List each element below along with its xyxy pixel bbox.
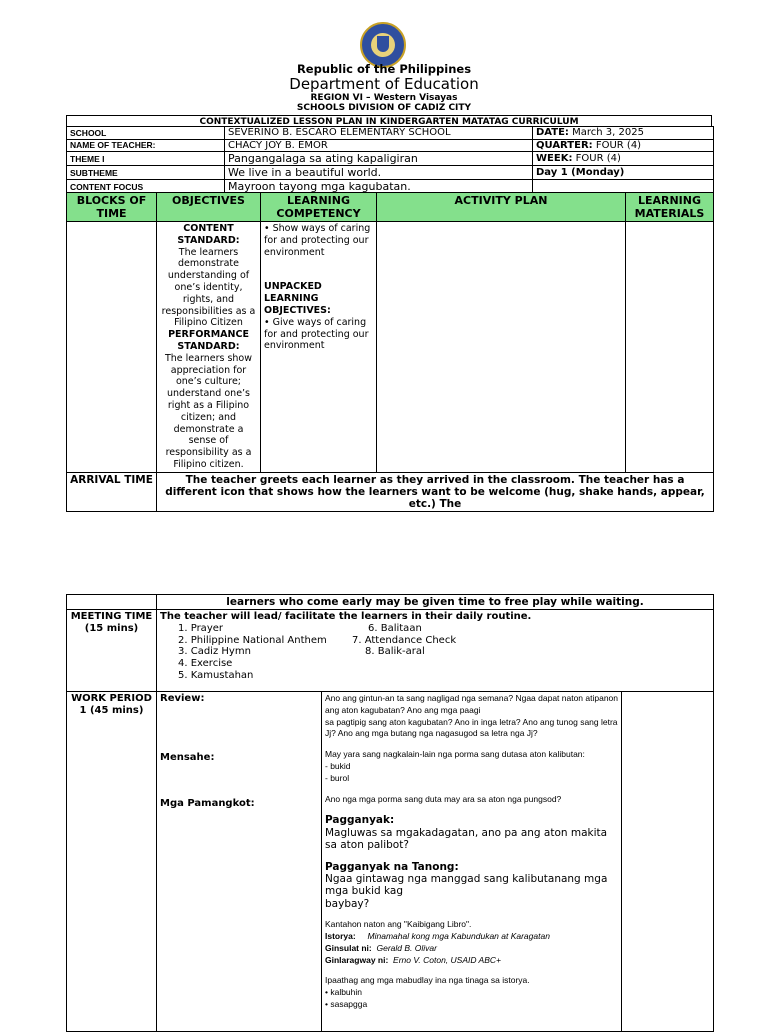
competency-item: • Show ways of caring for and protecting our environment [264, 223, 371, 258]
activity-plan-cell [377, 222, 626, 473]
routine-item: 3. Cadiz Hymn [178, 646, 251, 658]
mensahe-heading: Mensahe: [160, 751, 215, 763]
routine-item: 4. Exercise [178, 658, 233, 670]
subtheme-label: SUBTHEME [67, 166, 225, 180]
arrival-continued-row [67, 595, 714, 610]
story-label: Istorya: [325, 931, 356, 942]
pamangkot-text: Ano nga mga porma sang duta may ara sa aton nga pungsod? [325, 793, 562, 804]
illustrator-name: Erno V. Coton, USAID ABC+ [393, 954, 501, 965]
illustrator-line [325, 955, 618, 967]
seal-shield-icon [377, 36, 389, 52]
work-period-row [67, 692, 714, 1032]
date-label: DATE: [536, 127, 569, 139]
lesson-plan-title: CONTEXTUALIZED LESSON PLAN IN KINDERGARTEN MATATAG CURRICULUM [66, 115, 712, 127]
pagganyak-tanong-heading: Pagganyak na Tanong: [325, 860, 459, 873]
lesson-table-continued [66, 594, 714, 1032]
republic-heading: Republic of the Philippines [296, 62, 472, 76]
work-period-label: WORK PERIOD 1 (45 mins) [67, 692, 157, 1032]
routine-item: 6. Balitaan [368, 622, 422, 634]
date-value: March 3, 2025 [572, 127, 644, 139]
pagganyak-tanong-line: baybay? [325, 897, 370, 910]
routine-item: 5. Kamustahan [178, 669, 254, 681]
performance-standard-heading: PERFORMANCE STANDARD: [168, 329, 249, 352]
story-line [325, 931, 618, 943]
school-label: SCHOOL [67, 127, 225, 140]
content-standard-heading: CONTENT STANDARD: [177, 223, 240, 246]
standards-row [67, 222, 714, 473]
review-question-2: sa pagtipig sang aton kagubatan? Ano in inga letra? Ano ang tunog sang letra Jj? Ano ang mga butang nga nagasugod sa letra nga Jj? [325, 716, 618, 739]
meeting-time-label: MEETING TIME (15 mins) [67, 610, 157, 692]
department-heading: Department of Education [289, 75, 479, 93]
unpacked-objective-item: • Give ways of caring for and protecting our environment [264, 316, 369, 352]
routine-item: 8. Balik-aral [365, 646, 425, 658]
routine-list [160, 623, 710, 683]
work-period-materials [622, 692, 714, 1032]
content-standard-text: The learners demonstrate understanding of one’s identity, rights, and responsibilities as a Filipino Citizen [161, 246, 256, 329]
arrival-row [67, 472, 714, 511]
materials-cell [626, 222, 714, 473]
song-instruction: Kantahon naton ang "Kaibigang Libro". [325, 919, 472, 930]
division-heading: SCHOOLS DIVISION OF CADIZ CITY [296, 103, 472, 113]
review-heading: Review: [160, 693, 205, 704]
competency-cell [261, 222, 377, 473]
unpacked-objectives-heading: UNPACKED LEARNING OBJECTIVES: [264, 281, 331, 316]
region-heading: REGION VI – Western Visayas [310, 93, 458, 103]
date-cell [533, 127, 714, 140]
day-value: Day 1 (Monday) [533, 166, 714, 180]
info-row-teacher [67, 139, 714, 152]
routine-item: 7. Attendance Check [352, 634, 457, 646]
pagganyak-tanong-line: Ngaa gintawag nga manggad sang kalibutanang mga mga bukid kag [325, 873, 608, 898]
teacher-value: CHACY JOY B. EMOR [225, 139, 533, 152]
info-row-subtheme [67, 166, 714, 180]
illustrator-label: Ginlaragway ni: [325, 954, 389, 965]
author-line [325, 943, 618, 955]
teacher-label: NAME OF TEACHER: [67, 139, 225, 152]
focus-label: CONTENT FOCUS [67, 180, 225, 194]
arrival-continued-empty [67, 595, 157, 610]
mensahe-text: May yara sang nagkalain-lain nga porma sang dutasa aton kalibutan: [325, 749, 585, 760]
meeting-time-cell [157, 610, 714, 692]
quarter-cell [533, 139, 714, 152]
objectives-cell [157, 222, 261, 473]
week-value: FOUR (4) [575, 153, 621, 164]
week-cell [533, 152, 714, 166]
arrival-time-label: ARRIVAL TIME [67, 472, 157, 511]
info-row-school [67, 127, 714, 140]
author-label: Ginsulat ni: [325, 942, 372, 953]
routine-item: 1. Prayer [178, 622, 223, 634]
quarter-value: FOUR (4) [595, 139, 642, 151]
col-activity-plan: ACTIVITY PLAN [377, 193, 626, 222]
vocabulary-item: • sasapgga [325, 999, 368, 1009]
story-title: Minamahal kong mga Kabundukan at Karagatan [367, 931, 550, 942]
pagganyak-text: Magluwas sa mgakadagatan, ano pa ang aton makita sa aton palibot? [325, 826, 608, 852]
work-period-activity [322, 692, 622, 1032]
standards-time-cell [67, 222, 157, 473]
focus-value: Mayroon tayong mga kagubatan. [225, 180, 533, 194]
author-name: Gerald B. Olivar [376, 942, 437, 953]
lesson-table [66, 192, 714, 512]
school-value: SEVERINO B. ESCARO ELEMENTARY SCHOOL [225, 127, 533, 140]
col-blocks-of-time: BLOCKS OF TIME [67, 193, 157, 222]
col-learning-materials: LEARNING MATERIALS [626, 193, 714, 222]
review-question-1: Ano ang gintun-an ta sang nagligad nga semana? Ngaa dapat naton atipanon ang aton kagubatan? Ano ang mga paagi [325, 693, 619, 715]
col-learning-competency: LEARNING COMPETENCY [261, 193, 377, 222]
arrival-continued-text: learners who come early may be given time to free play while waiting. [157, 595, 714, 610]
theme-value: Pangangalaga sa ating kapaligiran [225, 152, 533, 166]
landform-item: - burol [325, 772, 350, 783]
performance-standard-text: The learners show appreciation for one’s culture; understand one’s right as a Filipino citizen; and demonstrate a sense of responsibility as a Filipino citizen. [164, 352, 253, 470]
vocabulary-instruction: Ipaathag ang mga mabudlay ina nga tinaga sa istorya. [325, 975, 530, 986]
info-table [66, 126, 714, 194]
week-label: WEEK: [536, 153, 573, 164]
meeting-row [67, 610, 714, 692]
subtheme-value: We live in a beautiful world. [225, 166, 533, 180]
meeting-intro: The teacher will lead/ facilitate the learners in their daily routine. [160, 611, 532, 622]
pagganyak-heading: Pagganyak: [325, 814, 395, 827]
routine-item: 2. Philippine National Anthem [178, 634, 327, 646]
landform-item: - bukid [325, 760, 351, 771]
pamangkot-heading: Mga Pamangkot: [160, 797, 255, 809]
theme-label: THEME I [67, 152, 225, 166]
col-objectives: OBJECTIVES [157, 193, 261, 222]
info-row-theme [67, 152, 714, 166]
work-period-sections [157, 692, 322, 1032]
column-header-row [67, 193, 714, 222]
vocabulary-item: • kalbuhin [325, 987, 363, 998]
quarter-label: QUARTER: [536, 139, 593, 151]
arrival-time-text: The teacher greets each learner as they arrived in the classroom. The teacher has a different icon that shows how the learners want to be welcome (hug, shake hands, appear, etc.) The [157, 472, 714, 511]
